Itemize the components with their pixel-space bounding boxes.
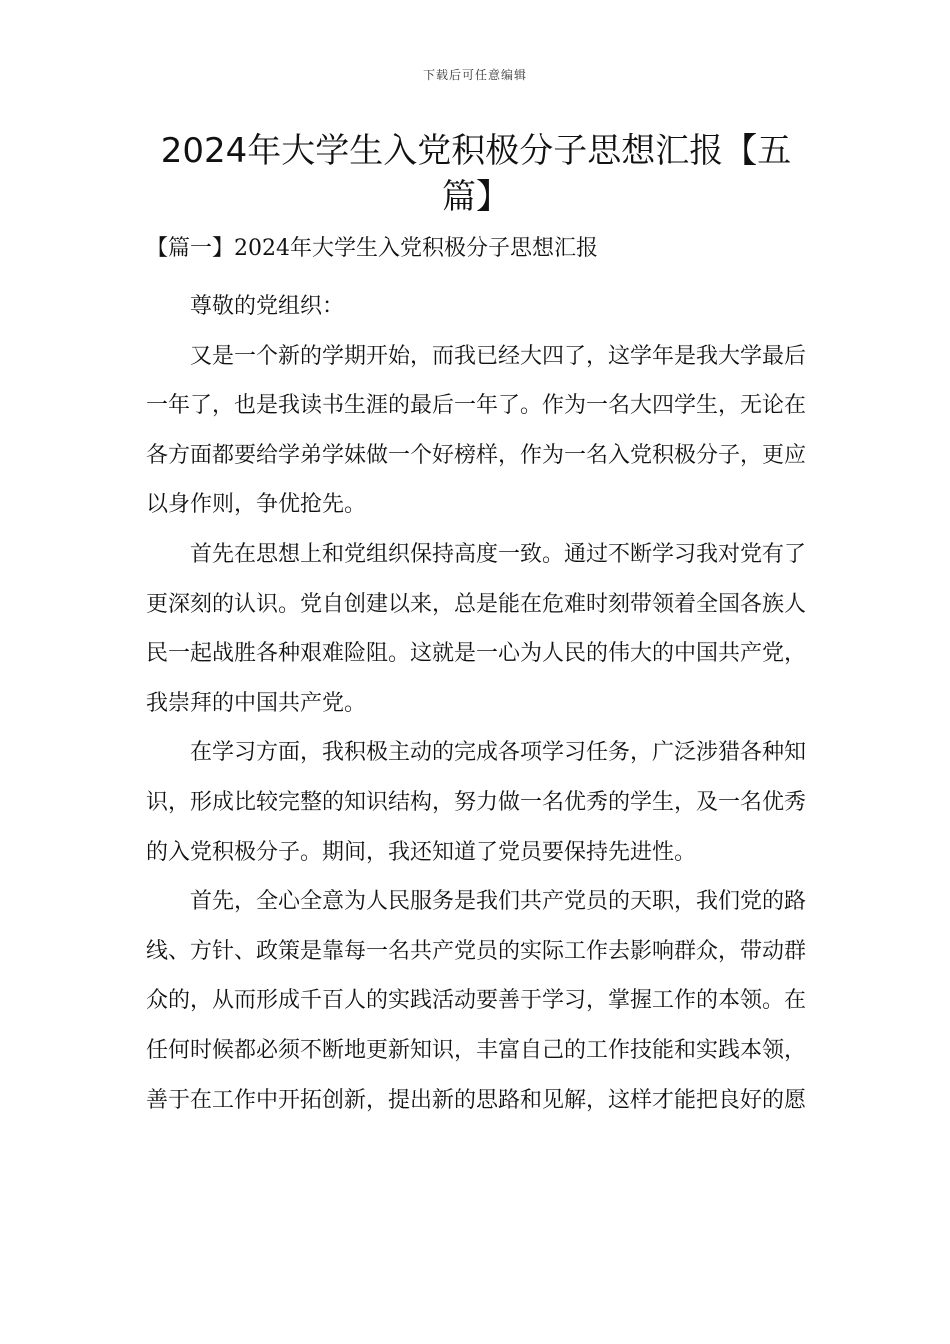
paragraph-3: 在学习方面，我积极主动的完成各项学习任务，广泛涉猎各种知识，形成比较完整的知识结构，努力做一名优秀的学生，及一名优秀的入党积极分子。期间，我还知道了党员要保持先进性。: [146, 740, 807, 865]
section-heading: 【篇一】2024年大学生入党积极分子思想汇报: [146, 236, 598, 261]
paragraph-4: 首先，全心全意为人民服务是我们共产党员的天职，我们党的路线、方针、政策是靠每一名共产党员的实际工作去影响群众，带动群众的，从而形成千百人的实践活动要善于学习，掌握工作的本领。在任何时候都必须不断地更新知识，丰富自己的工作技能和实践本领，善于在工作中开拓创新，提出新的思路和见解，这样才能把良好的愿: [146, 889, 807, 1113]
paragraph-2: 首先在思想上和党组织保持高度一致。通过不断学习我对党有了更深刻的认识。党自创建以来，总是能在危难时刻带领着全国各族人民一起战胜各种艰难险阻。这就是一心为人民的伟大的中国共产党，我崇拜的中国共产党。: [146, 541, 807, 716]
header-note: 下载后可任意编辑: [422, 68, 527, 82]
document-title: 2024年大学生入党积极分子思想汇报【五篇】: [160, 131, 792, 217]
salutation: 尊敬的党组织：: [190, 294, 345, 319]
document-body: [146, 282, 806, 1125]
paragraph-1: 又是一个新的学期开始，而我已经大四了，这学年是我大学最后一年了，也是我读书生涯的最后一年了。作为一名大四学生，无论在各方面都要给学弟学妹做一个好榜样，作为一名入党积极分子，更应以身作则，争优抢先。: [146, 343, 807, 518]
